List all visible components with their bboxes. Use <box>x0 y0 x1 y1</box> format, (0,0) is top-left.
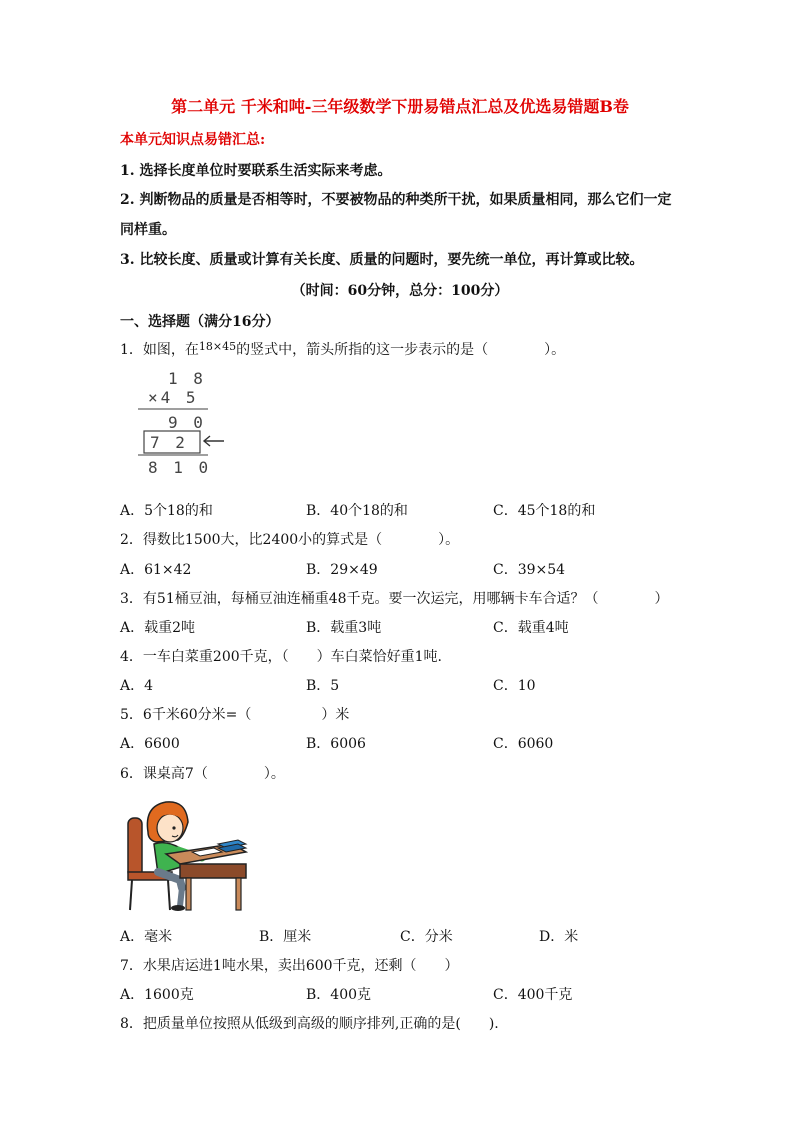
question-5-option-a[interactable]: A．6600 <box>120 736 180 752</box>
question-3-option-c[interactable]: C．载重4吨 <box>493 620 569 636</box>
question-1-prefix: 1．如图，在 <box>120 342 199 358</box>
question-3-stem: 3．有51桶豆油，每桶豆油连桶重48千克。要一次运完，用哪辆卡车合适？（ ） <box>120 591 669 607</box>
question-5-option-b[interactable]: B．6006 <box>306 736 366 752</box>
question-4-stem: 4．一车白菜重200千克，（ ）车白菜恰好重1吨. <box>120 649 442 665</box>
figure-row-multiplicand: 1 8 <box>168 369 206 388</box>
student-at-desk-illustration <box>122 788 248 914</box>
question-4-option-b[interactable]: B．5 <box>306 678 340 694</box>
vertical-multiplication-figure <box>130 365 240 480</box>
question-1-option-b[interactable]: B．40个18的和 <box>306 503 408 519</box>
figure-row-partial-1: 9 0 <box>168 413 206 432</box>
question-4-option-c[interactable]: C．10 <box>493 678 536 694</box>
figure-row-multiplier: ×4 5 <box>148 388 199 407</box>
question-1-expr: 18×45 <box>198 340 237 353</box>
question-2-stem: 2．得数比1500大，比2400小的算式是（ ）。 <box>120 532 460 548</box>
summary-point-3: 3. 比较长度、质量或计算有关长度、质量的问题时，要先统一单位，再计算或比较。 <box>120 252 644 268</box>
question-6-stem: 6．课桌高7（ ）。 <box>120 766 285 782</box>
question-7-stem: 7．水果店运进1吨水果，卖出600千克，还剩（ ） <box>120 958 459 974</box>
summary-point-2: 2. 判断物品的质量是否相等时，不要被物品的种类所干扰，如果质量相同，那么它们一定 <box>120 192 672 208</box>
figure-row-partial-2: 7 2 <box>150 433 188 452</box>
summary-heading: 本单元知识点易错汇总: <box>120 132 266 148</box>
summary-point-2-cont: 同样重。 <box>120 222 176 238</box>
question-3-option-b[interactable]: B．载重3吨 <box>306 620 382 636</box>
question-6-option-c[interactable]: C．分米 <box>400 929 453 945</box>
question-6-option-d[interactable]: D．米 <box>539 929 579 945</box>
question-6-option-a[interactable]: A．毫米 <box>120 929 173 945</box>
question-7-option-a[interactable]: A．1600克 <box>120 987 194 1003</box>
question-6-option-b[interactable]: B．厘米 <box>259 929 312 945</box>
question-3-option-a[interactable]: A．载重2吨 <box>120 620 196 636</box>
question-4-option-a[interactable]: A．4 <box>120 678 154 694</box>
question-7-option-c[interactable]: C．400千克 <box>493 987 573 1003</box>
question-1-option-a[interactable]: A．5个18的和 <box>120 503 213 519</box>
question-8-stem: 8．把质量单位按照从低级到高级的顺序排列,正确的是( ). <box>120 1016 499 1032</box>
question-1-option-c[interactable]: C．45个18的和 <box>493 503 596 519</box>
question-1-stem <box>120 341 565 360</box>
figure-row-product: 8 1 0 <box>148 458 212 477</box>
question-5-stem: 5．6千米60分米=（ ）米 <box>120 707 350 723</box>
question-2-option-b[interactable]: B．29×49 <box>306 562 378 578</box>
time-info: （时间：60分钟，总分：100分） <box>291 283 509 299</box>
question-2-option-a[interactable]: A．61×42 <box>120 562 192 578</box>
page-title: 第二单元 千米和吨-三年级数学下册易错点汇总及优选易错题B卷 <box>171 97 629 116</box>
question-1-suffix: 的竖式中，箭头所指的这一步表示的是（ ）。 <box>236 342 566 358</box>
arrow-icon <box>204 436 224 446</box>
question-2-option-c[interactable]: C．39×54 <box>493 562 566 578</box>
question-5-option-c[interactable]: C．6060 <box>493 736 554 752</box>
question-7-option-b[interactable]: B．400克 <box>306 987 372 1003</box>
summary-point-1: 1. 选择长度单位时要联系生活实际来考虑。 <box>120 163 392 179</box>
section-heading: 一、选择题（满分16分） <box>120 314 280 330</box>
